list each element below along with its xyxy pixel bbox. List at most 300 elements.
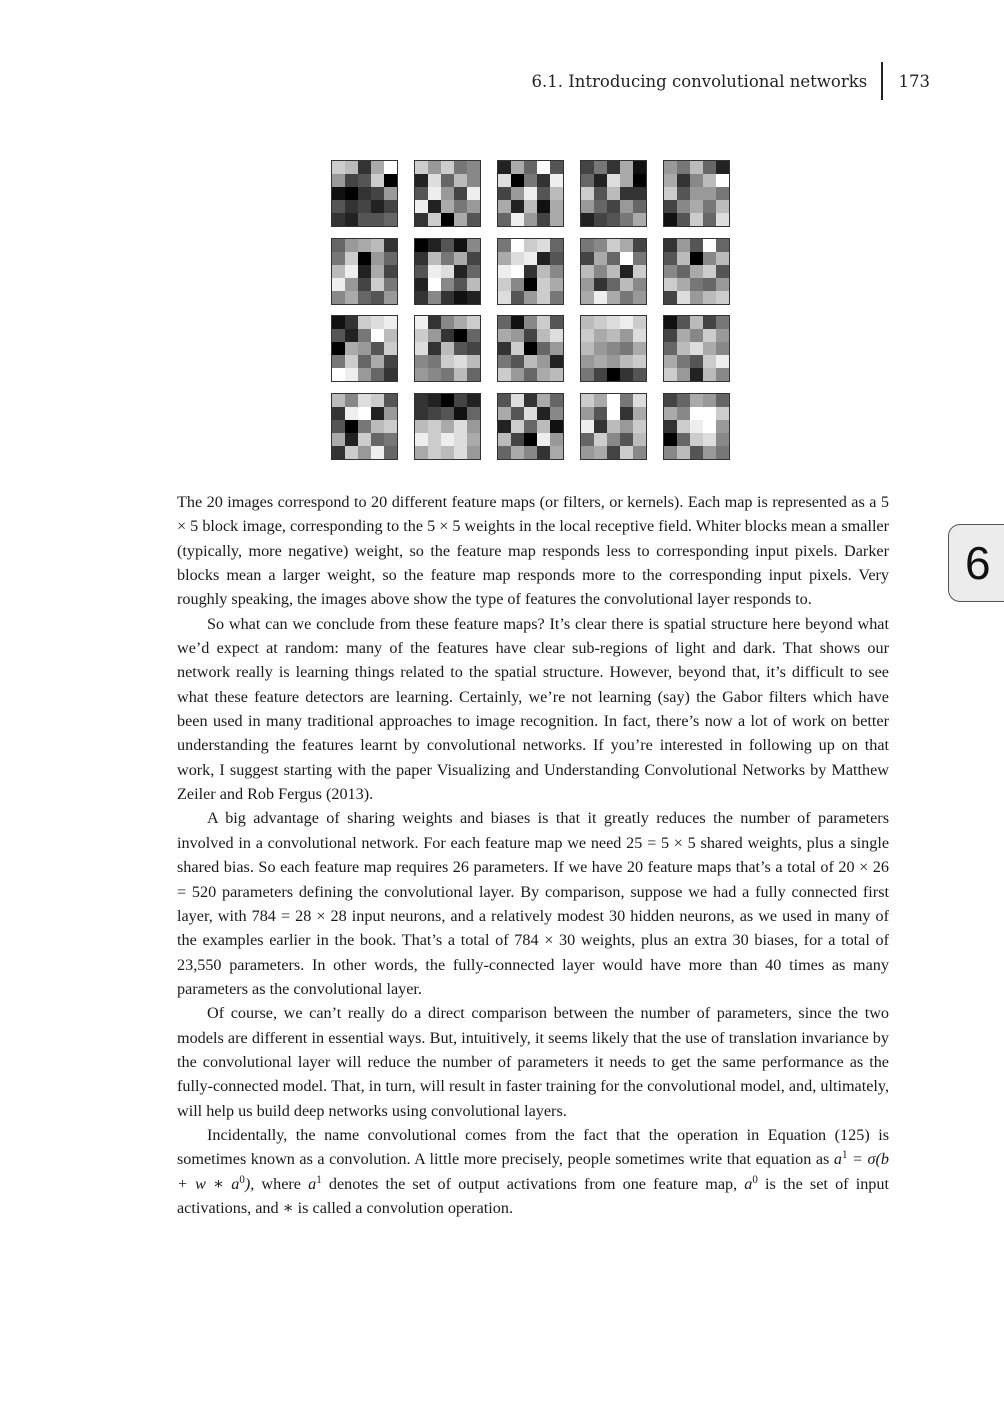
weight-cell xyxy=(716,239,729,252)
weight-cell xyxy=(664,420,677,433)
weight-cell xyxy=(524,446,537,459)
weight-cell xyxy=(415,161,428,174)
feature-map-20 xyxy=(663,393,730,460)
math-symbol: ∗ xyxy=(205,1174,232,1193)
weight-cell xyxy=(607,213,620,226)
weight-cell xyxy=(358,316,371,329)
weight-cell xyxy=(633,420,646,433)
weight-cell xyxy=(524,252,537,265)
weight-cell xyxy=(620,420,633,433)
weight-cell xyxy=(633,239,646,252)
math-symbol: a xyxy=(744,1174,753,1193)
weight-cell xyxy=(511,446,524,459)
weight-cell xyxy=(633,342,646,355)
weight-cell xyxy=(633,446,646,459)
weight-cell xyxy=(415,407,428,420)
weight-cell xyxy=(537,420,550,433)
weight-cell xyxy=(371,446,384,459)
weight-cell xyxy=(384,291,397,304)
weight-cell xyxy=(511,239,524,252)
weight-cell xyxy=(664,187,677,200)
section-title: 6.1. Introducing convolutional networks xyxy=(531,71,868,91)
weight-cell xyxy=(441,278,454,291)
weight-cell xyxy=(677,174,690,187)
weight-cell xyxy=(677,187,690,200)
weight-cell xyxy=(358,213,371,226)
weight-cell xyxy=(498,368,511,381)
weight-cell xyxy=(371,278,384,291)
weight-cell xyxy=(498,407,511,420)
weight-cell xyxy=(677,278,690,291)
weight-cell xyxy=(664,174,677,187)
weight-cell xyxy=(498,213,511,226)
weight-cell xyxy=(428,355,441,368)
weight-cell xyxy=(716,433,729,446)
weight-cell xyxy=(581,420,594,433)
weight-cell xyxy=(664,161,677,174)
weight-cell xyxy=(550,291,563,304)
weight-cell xyxy=(537,278,550,291)
weight-cell xyxy=(498,239,511,252)
weight-cell xyxy=(607,252,620,265)
weight-cell xyxy=(467,239,480,252)
weight-cell xyxy=(332,265,345,278)
weight-cell xyxy=(511,213,524,226)
weight-cell xyxy=(371,394,384,407)
weight-cell xyxy=(620,187,633,200)
weight-cell xyxy=(703,265,716,278)
weight-cell xyxy=(664,252,677,265)
weight-cell xyxy=(550,161,563,174)
weight-cell xyxy=(703,329,716,342)
weight-cell xyxy=(454,420,467,433)
weight-cell xyxy=(498,252,511,265)
weight-cell xyxy=(498,316,511,329)
weight-cell xyxy=(664,329,677,342)
weight-cell xyxy=(633,161,646,174)
weight-cell xyxy=(677,161,690,174)
weight-cell xyxy=(345,213,358,226)
weight-cell xyxy=(371,433,384,446)
weight-cell xyxy=(581,446,594,459)
weight-cell xyxy=(415,329,428,342)
weight-cell xyxy=(581,316,594,329)
weight-cell xyxy=(690,174,703,187)
weight-cell xyxy=(677,433,690,446)
weight-cell xyxy=(358,252,371,265)
weight-cell xyxy=(716,394,729,407)
weight-cell xyxy=(594,420,607,433)
weight-cell xyxy=(550,407,563,420)
weight-cell xyxy=(345,278,358,291)
weight-cell xyxy=(345,407,358,420)
weight-cell xyxy=(581,368,594,381)
weight-cell xyxy=(441,265,454,278)
weight-cell xyxy=(581,252,594,265)
weight-cell xyxy=(428,278,441,291)
weight-cell xyxy=(345,433,358,446)
weight-cell xyxy=(633,187,646,200)
weight-cell xyxy=(358,355,371,368)
feature-map-5 xyxy=(663,160,730,227)
weight-cell xyxy=(620,252,633,265)
feature-map-16 xyxy=(331,393,398,460)
weight-cell xyxy=(607,161,620,174)
weight-cell xyxy=(428,342,441,355)
weight-cell xyxy=(467,213,480,226)
weight-cell xyxy=(332,291,345,304)
weight-cell xyxy=(428,239,441,252)
weight-cell xyxy=(524,213,537,226)
weight-cell xyxy=(332,342,345,355)
weight-cell xyxy=(345,291,358,304)
weight-cell xyxy=(703,239,716,252)
weight-cell xyxy=(703,316,716,329)
weight-cell xyxy=(454,161,467,174)
weight-cell xyxy=(716,174,729,187)
weight-cell xyxy=(550,420,563,433)
weight-cell xyxy=(607,187,620,200)
text-run: The 20 images correspond to 20 different feature maps (or filters, or kernels). Each map is represented as a 5 × 5 block image, corresponding to the 5 × 5 weights in the local receptive field. Whiter blocks mean a smaller (typically, more negative) weight, so the feature map responds less to corresponding input pixels. Darker blocks mean a larger weight, so the feature map responds more to the corresponding input pixels. Very roughly speaking, the images above show the type of features the convolutional layer responds to. xyxy=(177,493,890,609)
weight-cell xyxy=(467,355,480,368)
weight-cell xyxy=(415,252,428,265)
weight-cell xyxy=(511,368,524,381)
weight-cell xyxy=(428,420,441,433)
feature-map-9 xyxy=(580,238,647,305)
weight-cell xyxy=(633,407,646,420)
weight-cell xyxy=(498,278,511,291)
weight-cell xyxy=(441,200,454,213)
weight-cell xyxy=(581,394,594,407)
weight-cell xyxy=(664,446,677,459)
weight-cell xyxy=(441,316,454,329)
weight-cell xyxy=(345,329,358,342)
weight-cell xyxy=(358,265,371,278)
weight-cell xyxy=(716,329,729,342)
weight-cell xyxy=(594,355,607,368)
weight-cell xyxy=(498,329,511,342)
weight-cell xyxy=(716,213,729,226)
weight-cell xyxy=(415,394,428,407)
weight-cell xyxy=(498,200,511,213)
feature-map-6 xyxy=(331,238,398,305)
weight-cell xyxy=(454,329,467,342)
weight-cell xyxy=(607,329,620,342)
weight-cell xyxy=(581,278,594,291)
weight-cell xyxy=(384,342,397,355)
weight-cell xyxy=(511,433,524,446)
weight-cell xyxy=(620,329,633,342)
weight-cell xyxy=(690,187,703,200)
weight-cell xyxy=(441,213,454,226)
weight-cell xyxy=(428,213,441,226)
weight-cell xyxy=(664,213,677,226)
math-symbol: + xyxy=(177,1174,196,1193)
weight-cell xyxy=(415,200,428,213)
weight-cell xyxy=(703,433,716,446)
weight-cell xyxy=(664,291,677,304)
weight-cell xyxy=(454,187,467,200)
weight-cell xyxy=(467,278,480,291)
weight-cell xyxy=(664,368,677,381)
weight-cell xyxy=(690,278,703,291)
weight-cell xyxy=(537,291,550,304)
weight-cell xyxy=(677,446,690,459)
weight-cell xyxy=(467,265,480,278)
weight-cell xyxy=(537,187,550,200)
weight-cell xyxy=(384,265,397,278)
weight-cell xyxy=(384,252,397,265)
feature-map-4 xyxy=(580,160,647,227)
math-superscript: 0 xyxy=(239,1173,245,1186)
weight-cell xyxy=(511,265,524,278)
weight-cell xyxy=(524,355,537,368)
weight-cell xyxy=(498,161,511,174)
math-symbol: w xyxy=(195,1174,206,1193)
weight-cell xyxy=(467,394,480,407)
weight-cell xyxy=(345,355,358,368)
running-head xyxy=(532,62,931,100)
weight-cell xyxy=(581,291,594,304)
text-run: denotes the set of output activations from one feature map, xyxy=(321,1174,745,1193)
weight-cell xyxy=(550,239,563,252)
weight-cell xyxy=(371,407,384,420)
weight-cell xyxy=(550,342,563,355)
weight-cell xyxy=(441,355,454,368)
math-symbol: = σ( xyxy=(847,1150,881,1169)
weight-cell xyxy=(716,316,729,329)
weight-cell xyxy=(620,265,633,278)
weight-cell xyxy=(594,200,607,213)
weight-cell xyxy=(620,342,633,355)
weight-cell xyxy=(415,420,428,433)
weight-cell xyxy=(633,174,646,187)
weight-cell xyxy=(384,394,397,407)
weight-cell xyxy=(677,420,690,433)
weight-cell xyxy=(620,200,633,213)
weight-cell xyxy=(620,446,633,459)
weight-cell xyxy=(664,433,677,446)
weight-cell xyxy=(511,174,524,187)
weight-cell xyxy=(358,407,371,420)
weight-cell xyxy=(716,252,729,265)
weight-cell xyxy=(345,265,358,278)
weight-cell xyxy=(371,265,384,278)
weight-cell xyxy=(690,407,703,420)
weight-cell xyxy=(332,394,345,407)
weight-cell xyxy=(345,239,358,252)
weight-cell xyxy=(358,446,371,459)
paragraph-5 xyxy=(177,1123,889,1220)
weight-cell xyxy=(467,174,480,187)
weight-cell xyxy=(454,239,467,252)
weight-cell xyxy=(511,407,524,420)
math-symbol: ) xyxy=(244,1174,251,1193)
weight-cell xyxy=(345,342,358,355)
weight-cell xyxy=(620,161,633,174)
weight-cell xyxy=(537,200,550,213)
weight-cell xyxy=(332,433,345,446)
weight-cell xyxy=(415,291,428,304)
weight-cell xyxy=(703,174,716,187)
weight-cell xyxy=(537,355,550,368)
weight-cell xyxy=(332,174,345,187)
feature-map-1 xyxy=(331,160,398,227)
weight-cell xyxy=(524,239,537,252)
weight-cell xyxy=(524,407,537,420)
weight-cell xyxy=(690,252,703,265)
weight-cell xyxy=(550,446,563,459)
weight-cell xyxy=(607,265,620,278)
feature-map-8 xyxy=(497,238,564,305)
weight-cell xyxy=(371,174,384,187)
weight-cell xyxy=(581,433,594,446)
weight-cell xyxy=(703,213,716,226)
weight-cell xyxy=(620,355,633,368)
weight-cell xyxy=(703,446,716,459)
weight-cell xyxy=(537,433,550,446)
weight-cell xyxy=(677,329,690,342)
weight-cell xyxy=(454,200,467,213)
math-symbol: a xyxy=(231,1174,240,1193)
weight-cell xyxy=(428,265,441,278)
weight-cell xyxy=(358,394,371,407)
weight-cell xyxy=(703,394,716,407)
weight-cell xyxy=(550,394,563,407)
weight-cell xyxy=(677,342,690,355)
weight-cell xyxy=(607,174,620,187)
weight-cell xyxy=(332,239,345,252)
weight-cell xyxy=(620,433,633,446)
weight-cell xyxy=(454,342,467,355)
weight-cell xyxy=(664,265,677,278)
weight-cell xyxy=(371,291,384,304)
weight-cell xyxy=(371,161,384,174)
weight-cell xyxy=(358,174,371,187)
weight-cell xyxy=(441,368,454,381)
weight-cell xyxy=(467,342,480,355)
weight-cell xyxy=(384,316,397,329)
paragraph-3 xyxy=(177,806,889,1001)
weight-cell xyxy=(690,265,703,278)
feature-map-7 xyxy=(414,238,481,305)
weight-cell xyxy=(716,200,729,213)
feature-map-14 xyxy=(580,315,647,382)
weight-cell xyxy=(703,355,716,368)
weight-cell xyxy=(581,161,594,174)
page-number: 173 xyxy=(898,71,930,91)
weight-cell xyxy=(384,407,397,420)
feature-map-figure xyxy=(331,160,733,462)
weight-cell xyxy=(550,329,563,342)
weight-cell xyxy=(498,187,511,200)
weight-cell xyxy=(690,200,703,213)
weight-cell xyxy=(345,252,358,265)
weight-cell xyxy=(594,316,607,329)
weight-cell xyxy=(511,187,524,200)
weight-cell xyxy=(620,316,633,329)
weight-cell xyxy=(633,278,646,291)
weight-cell xyxy=(703,420,716,433)
weight-cell xyxy=(524,420,537,433)
weight-cell xyxy=(581,174,594,187)
weight-cell xyxy=(358,420,371,433)
weight-cell xyxy=(633,394,646,407)
weight-cell xyxy=(358,200,371,213)
weight-cell xyxy=(441,239,454,252)
weight-cell xyxy=(384,420,397,433)
weight-cell xyxy=(633,329,646,342)
weight-cell xyxy=(415,433,428,446)
weight-cell xyxy=(677,355,690,368)
weight-cell xyxy=(454,291,467,304)
weight-cell xyxy=(677,252,690,265)
weight-cell xyxy=(594,446,607,459)
weight-cell xyxy=(677,213,690,226)
weight-cell xyxy=(594,187,607,200)
weight-cell xyxy=(332,329,345,342)
weight-cell xyxy=(454,433,467,446)
weight-cell xyxy=(620,213,633,226)
feature-map-13 xyxy=(497,315,564,382)
feature-map-11 xyxy=(331,315,398,382)
weight-cell xyxy=(467,420,480,433)
weight-cell xyxy=(332,355,345,368)
weight-cell xyxy=(332,200,345,213)
math-symbol: b xyxy=(880,1150,889,1169)
weight-cell xyxy=(454,252,467,265)
weight-cell xyxy=(703,407,716,420)
weight-cell xyxy=(467,291,480,304)
weight-cell xyxy=(690,213,703,226)
weight-cell xyxy=(620,174,633,187)
weight-cell xyxy=(594,368,607,381)
math-symbol: a xyxy=(308,1174,317,1193)
weight-cell xyxy=(594,174,607,187)
weight-cell xyxy=(550,265,563,278)
weight-cell xyxy=(633,265,646,278)
weight-cell xyxy=(467,368,480,381)
weight-cell xyxy=(511,252,524,265)
weight-cell xyxy=(454,213,467,226)
text-run: , where xyxy=(250,1174,309,1193)
weight-cell xyxy=(550,200,563,213)
weight-cell xyxy=(607,355,620,368)
weight-cell xyxy=(415,446,428,459)
weight-cell xyxy=(633,355,646,368)
weight-cell xyxy=(620,278,633,291)
weight-cell xyxy=(716,342,729,355)
weight-cell xyxy=(537,368,550,381)
weight-cell xyxy=(511,200,524,213)
weight-cell xyxy=(581,187,594,200)
weight-cell xyxy=(633,200,646,213)
weight-cell xyxy=(594,278,607,291)
weight-cell xyxy=(511,316,524,329)
weight-cell xyxy=(690,420,703,433)
weight-cell xyxy=(550,252,563,265)
weight-cell xyxy=(664,394,677,407)
weight-cell xyxy=(594,433,607,446)
weight-cell xyxy=(384,433,397,446)
weight-cell xyxy=(384,446,397,459)
math-superscript: 0 xyxy=(752,1173,758,1186)
weight-cell xyxy=(620,394,633,407)
weight-cell xyxy=(454,278,467,291)
weight-cell xyxy=(550,213,563,226)
weight-cell xyxy=(441,252,454,265)
weight-cell xyxy=(581,213,594,226)
